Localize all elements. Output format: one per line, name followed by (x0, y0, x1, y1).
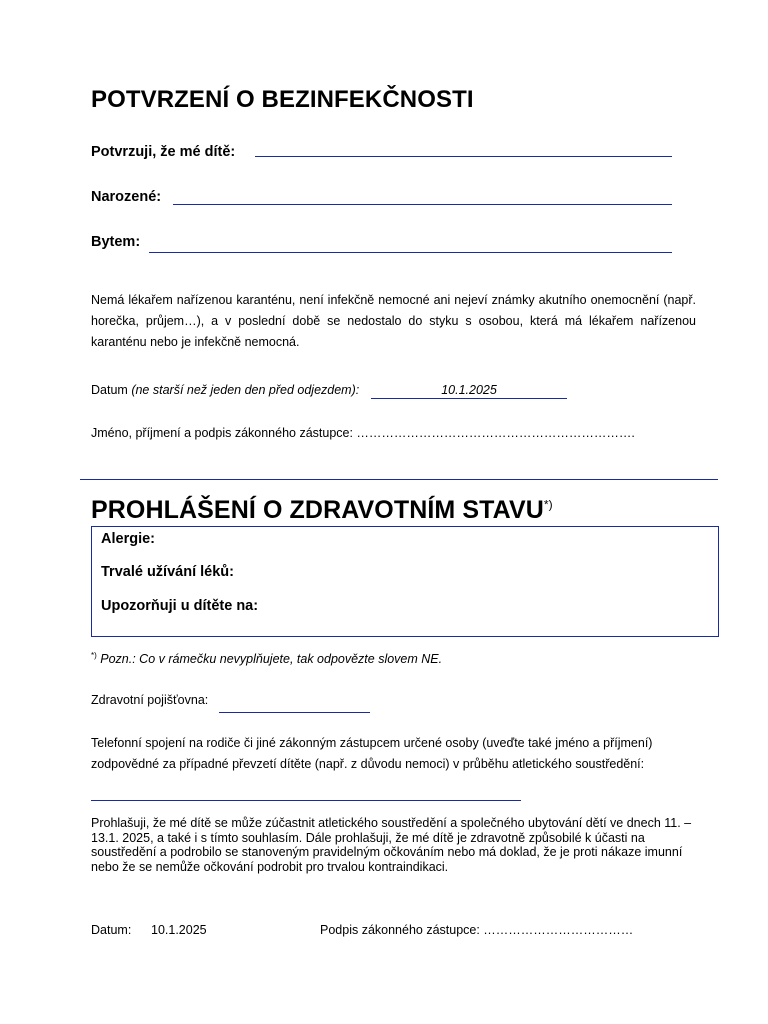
health-declaration-title-text: PROHLÁŠENÍ O ZDRAVOTNÍM STAVU (91, 496, 544, 524)
born-label: Narozené: (91, 189, 162, 205)
section-divider (80, 479, 718, 480)
child-label: Potvrzuji, že mé dítě: (91, 144, 236, 160)
insurance-label: Zdravotní pojišťovna: (91, 693, 209, 707)
date-note: (ne starší než jeden den před odjezdem): (131, 383, 360, 397)
health-info-box (91, 526, 719, 637)
footer-date-label: Datum: (91, 923, 132, 937)
date-field[interactable]: 10.1.2025 (371, 383, 567, 399)
guardian-signature-line: Jméno, příjmení a podpis zákonného zástupce: …………………………………………………………. (91, 426, 635, 440)
health-statement: Nemá lékařem nařízenou karanténu, není infekčně nemocné ani nejeví známky akutního onemocnění (např. horečka, průjem…), a v poslední době se nedostalo do styku s osobou, která má lékařem nařízenou karanténu nebo je infekčně nemocná. (91, 293, 696, 349)
date-label: Datum (91, 383, 128, 397)
footnote-text: Pozn.: Co v rámečku nevyplňujete, tak odpovězte slovem NE. (100, 652, 443, 667)
footer-date-value: 10.1.2025 (151, 923, 207, 937)
footer-signature: Podpis zákonného zástupce: ……………………………… (320, 923, 634, 937)
health-declaration-title (91, 496, 553, 525)
insurance-field[interactable] (219, 712, 370, 713)
title-footnote-mark: *) (543, 497, 553, 512)
page-title: POTVRZENÍ O BEZINFEKČNOSTI (91, 86, 474, 113)
phone-contact-text: Telefonní spojení na rodiče či jiné zákonným zástupcem určené osoby (uveďte také jméno a příjmení) zodpovědné za případné převzetí dítěte (např. z důvodu nemoci) v průběhu atletického soustředění: (91, 736, 653, 771)
warning-label[interactable]: Upozorňuji u dítěte na: (101, 598, 259, 614)
residence-field[interactable] (149, 252, 672, 253)
medication-label[interactable]: Trvalé užívání léků: (101, 564, 234, 580)
born-field[interactable] (173, 204, 672, 205)
allergies-label[interactable]: Alergie: (101, 531, 155, 547)
date-row (91, 383, 359, 397)
residence-label: Bytem: (91, 234, 141, 250)
phone-contact-field[interactable] (91, 800, 521, 801)
footnote (91, 651, 442, 666)
consent-declaration: Prohlašuji, že mé dítě se může zúčastnit atletického soustředění a společného ubytování dětí ve dnech 11. – 13.1. 2025, a také i s tímto souhlasím. Dále prohlašuji, že mé dítě je zdravotně způsobilé k účasti na soustředění a podrobilo se stanoveným pravidelným očkováním nebo má doklad, že je proti nákaze imunní nebo že se nemůže očkování podrobit pro trvalou kontraindikaci. (91, 816, 692, 874)
footnote-mark: *) (91, 651, 97, 660)
child-field[interactable] (255, 156, 672, 157)
